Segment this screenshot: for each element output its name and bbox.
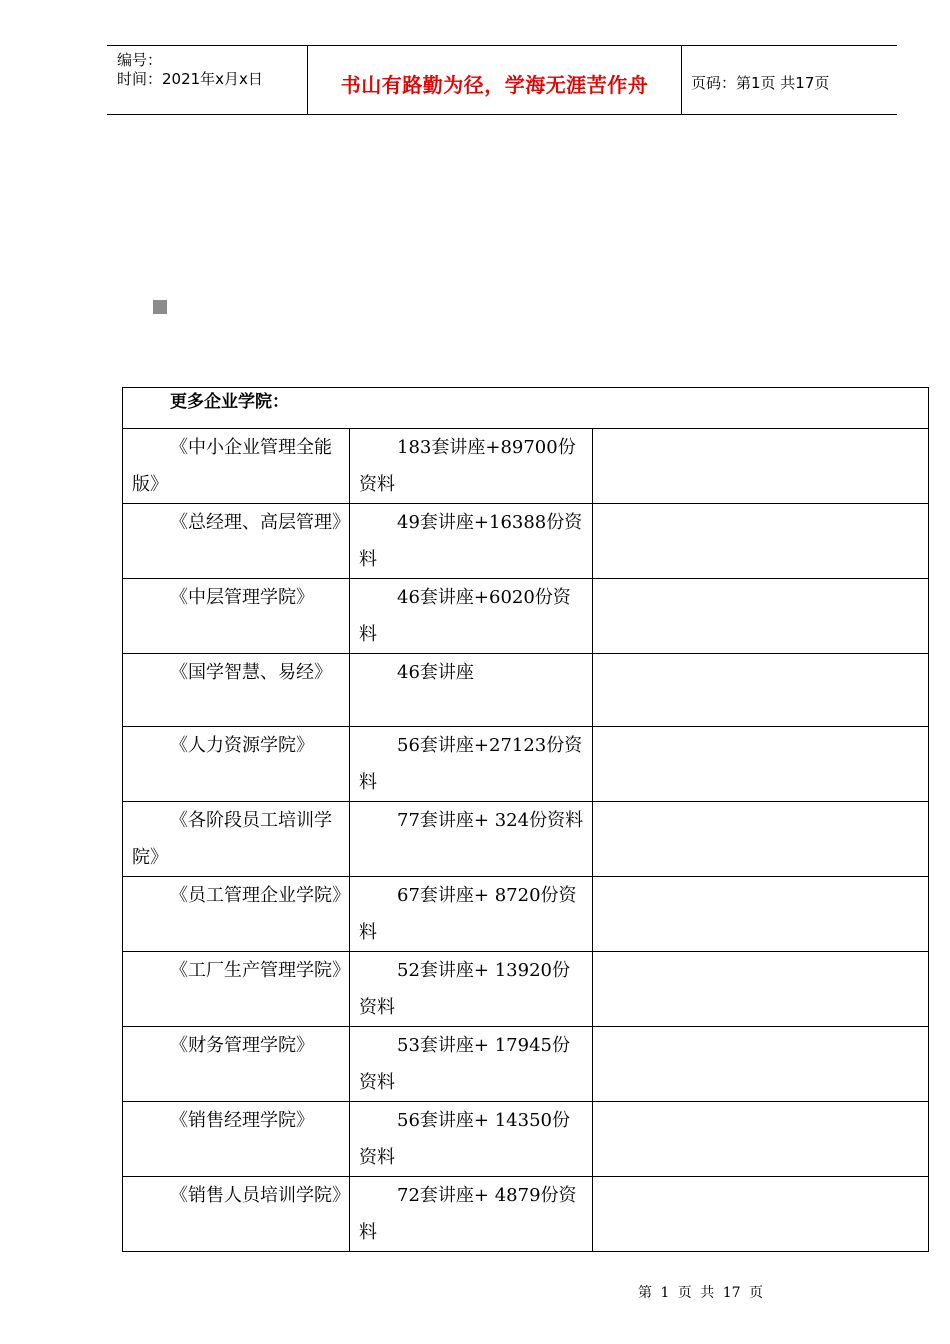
course-desc-cell-text: 46套讲座+6020份资料 [359,587,571,645]
course-desc-cell-text: 67套讲座+ 8720份资料 [359,885,577,943]
course-desc-cell [350,727,593,802]
course-desc-cell [350,1102,593,1177]
table-title-row [123,388,929,429]
table-row [123,504,929,579]
course-desc-cell-text: 56套讲座+27123份资料 [359,735,583,793]
course-note-cell [593,579,929,654]
course-desc-cell-text: 183套讲座+89700份资料 [359,437,576,495]
table-row [123,579,929,654]
course-name-cell-text: 《销售人员培训学院》 [170,1185,350,1206]
course-note-cell [593,727,929,802]
course-name-cell [123,504,350,579]
table-row [123,877,929,952]
course-desc-cell [350,1027,593,1102]
table-row [123,952,929,1027]
bullet-square-icon [153,300,167,314]
course-note-cell [593,1102,929,1177]
doc-time-label: 时间：2021年x月x日 [117,70,263,88]
course-name-cell [123,429,350,504]
table-row [123,802,929,877]
course-name-cell [123,1177,350,1252]
table-row [123,1102,929,1177]
course-name-cell-text: 《工厂生产管理学院》 [170,960,350,981]
course-name-cell [123,1102,350,1177]
course-note-cell [593,1027,929,1102]
table-row [123,1177,929,1252]
table-row [123,654,929,727]
course-desc-cell-text: 49套讲座+16388份资料 [359,512,583,570]
course-table [122,387,929,1252]
course-desc-cell-text: 46套讲座 [397,662,474,683]
course-name-cell [123,1027,350,1102]
table-row [123,1027,929,1102]
course-name-cell [123,952,350,1027]
header-motto: 书山有路勤为径，学海无涯苦作舟 [340,73,649,97]
course-desc-cell [350,579,593,654]
course-name-cell [123,579,350,654]
course-note-cell [593,504,929,579]
doc-number-label: 编号： [117,51,163,69]
course-name-cell-text: 《人力资源学院》 [170,735,314,756]
page-header [107,45,897,115]
course-name-cell-text: 《中小企业管理全能版》 [132,437,332,495]
course-name-cell-text: 《国学智慧、易经》 [170,662,332,683]
course-name-cell [123,654,350,727]
course-name-cell-text: 《销售经理学院》 [170,1110,314,1131]
course-desc-cell-text: 72套讲座+ 4879份资料 [359,1185,577,1243]
course-desc-cell-text: 56套讲座+ 14350份资料 [359,1110,570,1168]
course-desc-cell [350,877,593,952]
course-desc-cell [350,1177,593,1252]
course-note-cell [593,802,929,877]
course-desc-cell-text: 52套讲座+ 13920份资料 [359,960,570,1018]
page-footer: 第 1 页 共 17 页 [638,1285,763,1301]
course-desc-cell [350,504,593,579]
course-note-cell [593,654,929,727]
course-note-cell [593,429,929,504]
course-note-cell [593,1177,929,1252]
course-name-cell [123,727,350,802]
course-name-cell-text: 《各阶段员工培训学院》 [132,810,332,868]
course-name-cell [123,802,350,877]
course-note-cell [593,877,929,952]
course-name-cell-text: 《中层管理学院》 [170,587,314,608]
table-title: 更多企业学院： [170,392,289,412]
course-name-cell-text: 《员工管理企业学院》 [170,885,350,906]
table-row [123,429,929,504]
header-meta [107,46,307,114]
course-desc-cell [350,654,593,727]
course-desc-cell [350,802,593,877]
course-name-cell [123,877,350,952]
header-page-cell [682,46,897,114]
header-page-info: 页码：第1页 共17页 [691,74,830,92]
table-row [123,727,929,802]
course-desc-cell-text: 53套讲座+ 17945份资料 [359,1035,570,1093]
course-desc-cell [350,952,593,1027]
course-name-cell-text: 《总经理、高层管理》 [170,512,350,533]
course-desc-cell-text: 77套讲座+ 324份资料 [397,810,584,831]
header-motto-cell [307,46,682,114]
course-note-cell [593,952,929,1027]
course-name-cell-text: 《财务管理学院》 [170,1035,314,1056]
course-desc-cell [350,429,593,504]
